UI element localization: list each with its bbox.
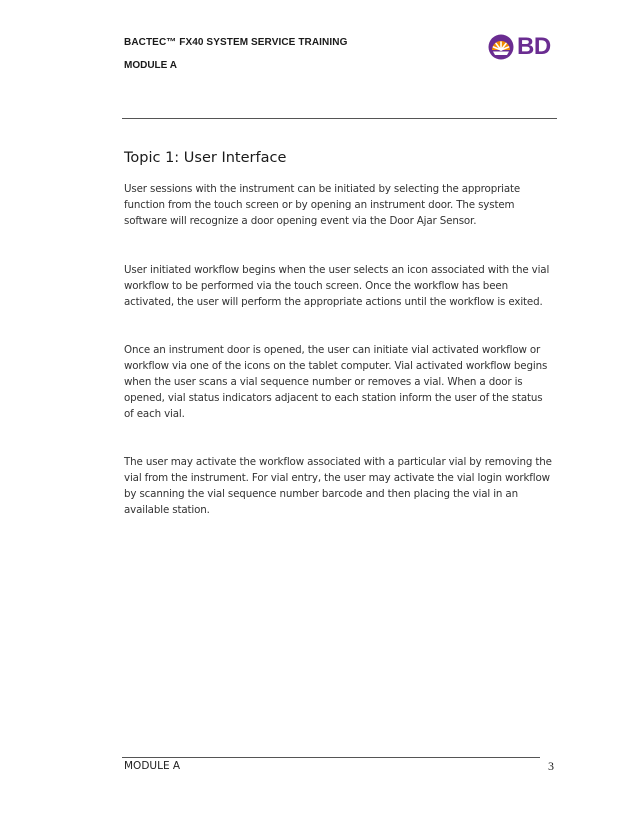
topic-heading: Topic 1: User Interface: [124, 150, 287, 166]
footer-divider: [122, 757, 540, 758]
bd-logo-text: BD: [517, 33, 551, 60]
header-title: BACTEC™ FX40 SYSTEM SERVICE TRAINING: [124, 37, 348, 48]
footer-module: MODULE A: [124, 760, 181, 772]
paragraph-3: Once an instrument door is opened, the user can initiate vial activated workflow or workflow via one of the icons on the tablet computer. Vial activated workflow begins when the user scans a vial sequence number or removes a vial. When a door is opened, vial status indicators adjacent to each station inform the user of the status of each vial.: [124, 344, 548, 420]
bd-sunburst-logo-icon: [488, 34, 514, 60]
paragraph-1: User sessions with the instrument can be initiated by selecting the appropriate function from the touch screen or by opening an instrument door. The system software will recognize a door opening event via the Door Ajar Sensor.: [124, 183, 521, 227]
paragraph-2: User initiated workflow begins when the user selects an icon associated with the vial workflow to be performed via the touch screen. Once the workflow has been activated, the user will perform the appropriate actions until the workflow is exited.: [124, 264, 550, 308]
header-module: MODULE A: [124, 60, 177, 71]
bd-logo: [488, 33, 556, 61]
paragraph-4: The user may activate the workflow associated with a particular vial by removing the vial from the instrument. For vial entry, the user may activate the vial login workflow by scanning the vial sequence number barcode and then placing the vial in an available station.: [124, 456, 552, 516]
page-number: 3: [548, 759, 554, 773]
header-divider: [122, 118, 557, 119]
